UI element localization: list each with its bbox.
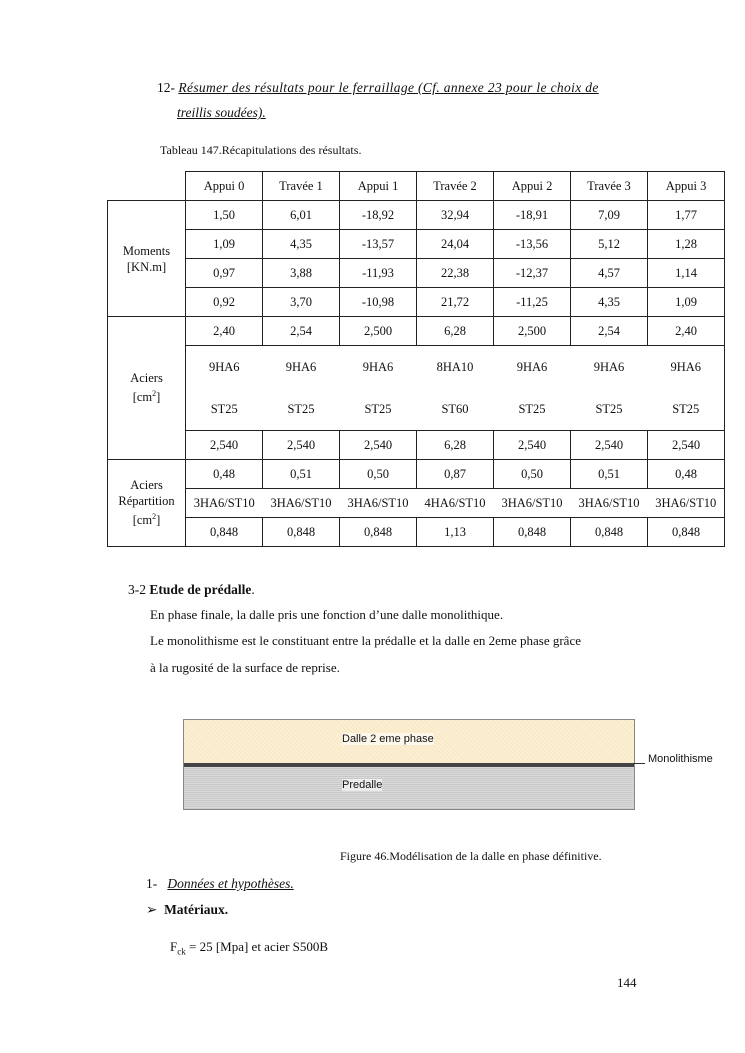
table-cell: 0,848 [263,518,340,547]
table-cell: -18,92 [340,201,417,230]
table-cell: 4,57 [571,259,648,288]
table-cell: 0,50 [340,460,417,489]
column-header: Appui 1 [340,172,417,201]
table-cell: 9HA6 [648,346,725,389]
table-cell: 2,54 [571,317,648,346]
table-cell: 0,848 [186,518,263,547]
column-header: Appui 3 [648,172,725,201]
table-cell: 0,848 [648,518,725,547]
table-cell: 2,500 [494,317,571,346]
table-cell: 1,09 [648,288,725,317]
table-cell: 0,848 [571,518,648,547]
section-12-heading [157,80,599,96]
table-cell: -13,56 [494,230,571,259]
table-cell: 2,540 [263,431,340,460]
predalle-layer [184,767,634,809]
table-cell: 0,848 [340,518,417,547]
table-cell: -11,93 [340,259,417,288]
table-cell: 2,40 [186,317,263,346]
table-cell: 1,14 [648,259,725,288]
table-cell: -13,57 [340,230,417,259]
bullet-materials: ➢ Matériaux. [146,902,229,917]
figure-caption: Figure 46.Modélisation de la dalle en phase définitive. [340,849,602,863]
table-cell: 21,72 [417,288,494,317]
table-cell: ST25 [340,388,417,431]
row-label-aciers: Aciers $[cm^2]$ [108,317,186,460]
table-cell: 2,540 [648,431,725,460]
table-cell: 3HA6/ST10 [571,489,648,518]
section-3-2-heading: 3-2 Etude de prédalle. [128,582,255,597]
table-cell: 9HA6 [571,346,648,389]
table-cell: 2,540 [571,431,648,460]
table-cell: ST25 [494,388,571,431]
table-cell: 4,35 [571,288,648,317]
table-cell: 6,28 [417,317,494,346]
paragraph-3: à la rugosité de la surface de reprise. [150,660,340,675]
table-cell: ST25 [263,388,340,431]
table-cell: ST25 [186,388,263,431]
table-cell: 1,09 [186,230,263,259]
section-number: 12- [157,80,175,95]
table-cell: 8HA10 [417,346,494,389]
table-cell: 3HA6/ST10 [186,489,263,518]
table-cell: 0,87 [417,460,494,489]
slab-figure [183,719,635,810]
table-cell: 0,51 [571,460,648,489]
materials-line: $F_{ck} = 25$ [Mpa] et acier S500B [170,939,329,957]
arrow-bullet-icon: ➢ [146,902,158,917]
leader-line [633,763,645,764]
table-cell: 1,50 [186,201,263,230]
table-cell: 9HA6 [186,346,263,389]
table-cell: 2,40 [648,317,725,346]
results-table [107,171,725,547]
interface-label: Monolithisme [648,753,713,765]
table-cell: 3,88 [263,259,340,288]
table-cell: 9HA6 [494,346,571,389]
table-cell: 0,48 [648,460,725,489]
table-cell: -12,37 [494,259,571,288]
table-cell: 3HA6/ST10 [648,489,725,518]
section-title-line2: treillis soudées). [177,105,266,120]
table-cell: 9HA6 [340,346,417,389]
table-cell: 0,97 [186,259,263,288]
table-cell: 2,540 [186,431,263,460]
table-cell: ST25 [571,388,648,431]
table-cell: 22,38 [417,259,494,288]
table-corner [108,172,186,201]
table-cell: 2,54 [263,317,340,346]
table-cell: 5,12 [571,230,648,259]
column-header: Appui 0 [186,172,263,201]
table-cell: 3HA6/ST10 [263,489,340,518]
table-cell: 1,28 [648,230,725,259]
upper-layer-label: Dalle 2 eme phase [342,733,434,745]
table-cell: 6,01 [263,201,340,230]
table-cell: 2,540 [494,431,571,460]
table-cell: 4HA6/ST10 [417,489,494,518]
column-header: Travée 3 [571,172,648,201]
paragraph-2: Le monolithisme est le constituant entre la prédalle et la dalle en 2eme phase grâce [150,633,581,648]
table-cell: 0,50 [494,460,571,489]
table-cell: 6,28 [417,431,494,460]
table-cell: 2,540 [340,431,417,460]
page-number: 144 [617,975,637,990]
table-cell: 1,77 [648,201,725,230]
table-cell: 32,94 [417,201,494,230]
column-header: Travée 1 [263,172,340,201]
section-1-heading: 1- Données et hypothèses. [146,876,294,891]
section-title-line1: Résumer des résultats pour le ferraillage (Cf. annexe 23 pour le choix de [178,80,599,95]
column-header: Appui 2 [494,172,571,201]
table-cell: -11,25 [494,288,571,317]
table-cell: 4,35 [263,230,340,259]
table-cell: -10,98 [340,288,417,317]
table-cell: 9HA6 [263,346,340,389]
table-cell: 3,70 [263,288,340,317]
column-header: Travée 2 [417,172,494,201]
table-cell: 3HA6/ST10 [340,489,417,518]
row-label-repartition: Aciers Répartition $[cm^2]$ [108,460,186,547]
table-cell: 0,92 [186,288,263,317]
table-cell: 0,51 [263,460,340,489]
table-cell: 1,13 [417,518,494,547]
table-cell: 7,09 [571,201,648,230]
table-cell: 2,500 [340,317,417,346]
paragraph-1: En phase finale, la dalle pris une fonction d’une dalle monolithique. [150,607,504,622]
row-label-moments: Moments [KN.m] [108,201,186,317]
predalle-label: Predalle [342,779,383,791]
table-cell: 24,04 [417,230,494,259]
table-cell: 0,848 [494,518,571,547]
table-cell: ST25 [648,388,725,431]
table-cell: 3HA6/ST10 [494,489,571,518]
table-cell: ST60 [417,388,494,431]
table-cell: 0,48 [186,460,263,489]
table-caption: Tableau 147.Récapitulations des résultats. [160,143,362,157]
table-cell: -18,91 [494,201,571,230]
